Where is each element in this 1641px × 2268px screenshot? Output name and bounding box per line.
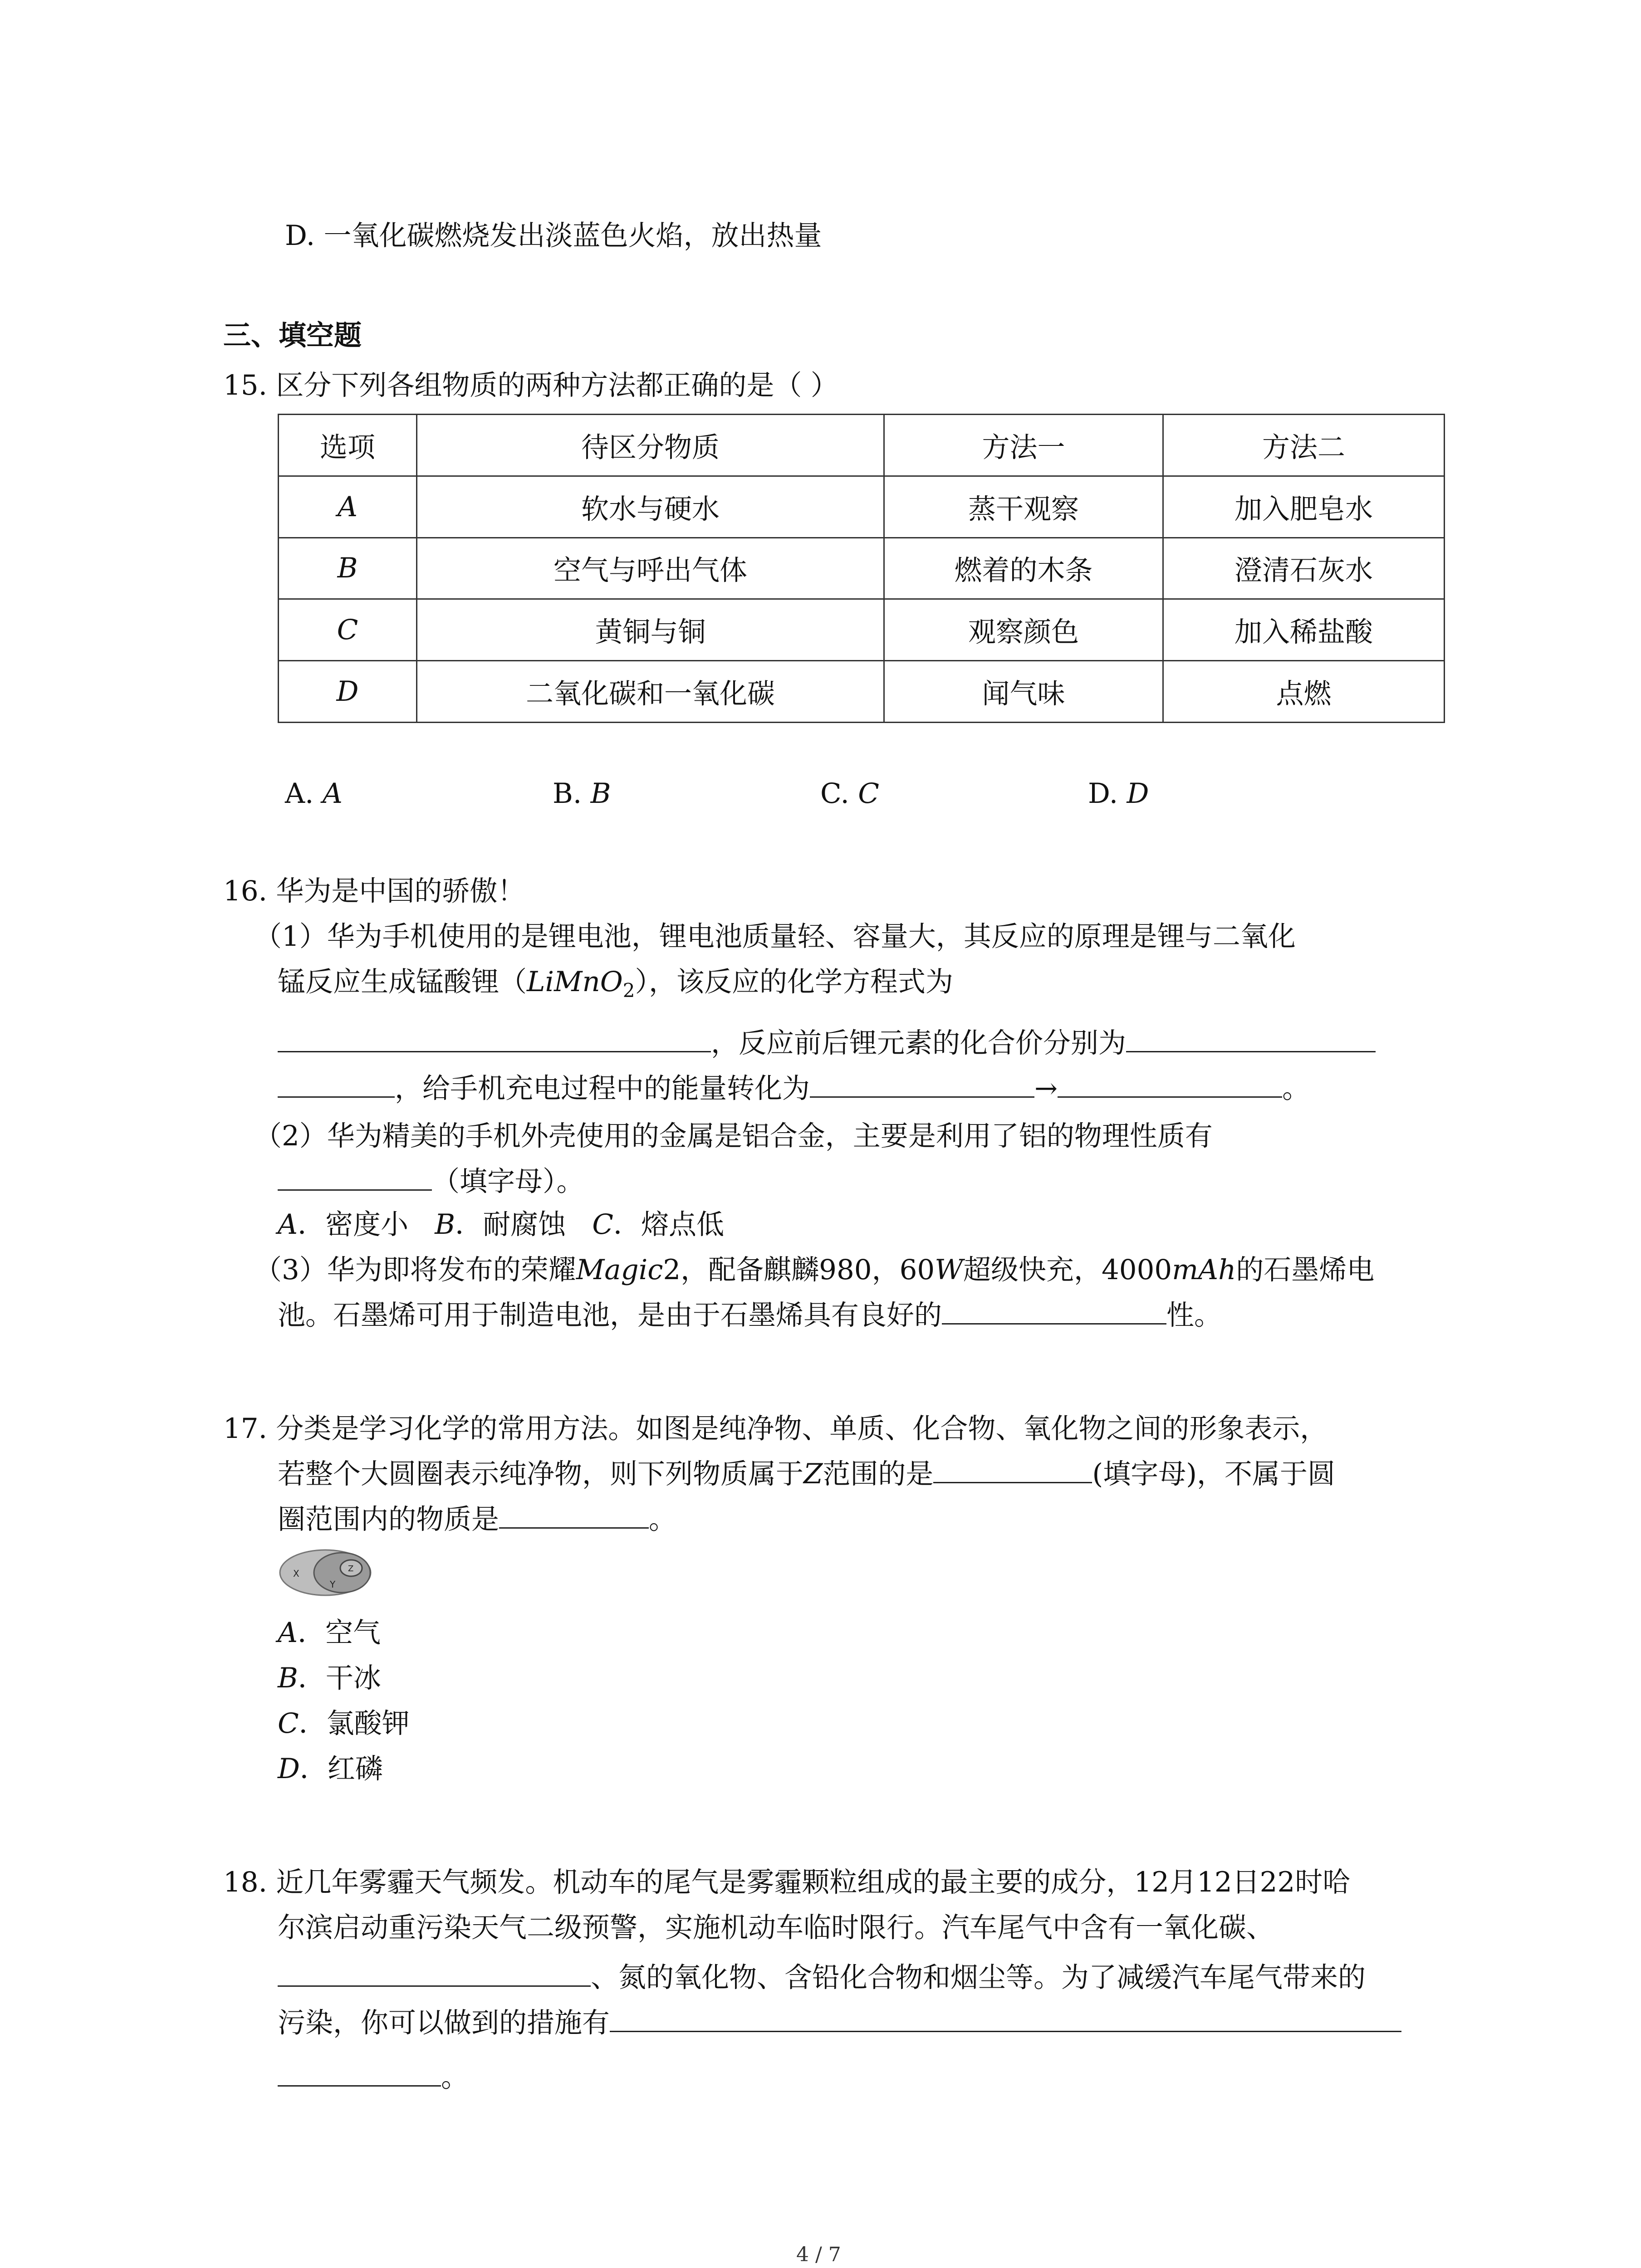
- q15-choice-b[interactable]: [553, 771, 611, 816]
- table-cell: 黄铜与铜: [417, 599, 884, 661]
- option-letter: C: [592, 1208, 613, 1241]
- text: （3）华为即将发布的荣耀: [254, 1254, 576, 1286]
- option[interactable]: [278, 1208, 408, 1241]
- formula-subscript: 2: [622, 979, 635, 1002]
- text: 2，配备麒麟980，60: [663, 1254, 935, 1286]
- q17-option-d[interactable]: [278, 1746, 383, 1792]
- choice-letter: B: [590, 777, 611, 810]
- q16-part3-line1: [254, 1247, 1374, 1293]
- answer-blank[interactable]: [278, 1051, 711, 1052]
- option-text: ．空气: [298, 1617, 381, 1649]
- choice-letter: D: [1127, 777, 1149, 810]
- text: 圈范围内的物质是: [278, 1503, 500, 1535]
- option-letter: A: [278, 1208, 298, 1241]
- q17-option-b[interactable]: [278, 1656, 381, 1701]
- q15-choice-d[interactable]: [1088, 771, 1149, 816]
- q14-option-d: D. 一氧化碳燃烧发出淡蓝色火焰，放出热量: [285, 220, 822, 252]
- page-number: 4 / 7: [796, 2243, 841, 2266]
- option-text: ．红磷: [299, 1753, 383, 1785]
- q17-line1: 17. 分类是学习化学的常用方法。如图是纯净物、单质、化合物、氧化物之间的形象表示，: [223, 1413, 1328, 1445]
- table-cell: 观察颜色: [884, 599, 1163, 661]
- table-cell: B: [279, 538, 417, 599]
- answer-blank[interactable]: [942, 1323, 1166, 1325]
- q17-option-a[interactable]: [278, 1610, 381, 1656]
- option-letter: B: [278, 1662, 298, 1694]
- table-header-cell: 方法一: [884, 415, 1163, 476]
- q15-stem: 15. 区分下列各组物质的两种方法都正确的是（ ）: [223, 369, 838, 401]
- text: 污染，你可以做到的措施有: [278, 2007, 610, 2039]
- text: （填字母）。: [432, 1165, 584, 1198]
- formula: LiMnO: [527, 966, 623, 998]
- table-row: [279, 538, 1445, 599]
- q15-table: [278, 414, 1445, 723]
- answer-blank[interactable]: [278, 1189, 432, 1191]
- text: mAh: [1172, 1254, 1236, 1286]
- classification-diagram: [278, 1547, 373, 1599]
- diagram-label-z: Z: [348, 1564, 354, 1574]
- table-header-row: [279, 415, 1445, 476]
- q16-part3-line2: [278, 1293, 1222, 1338]
- answer-blank[interactable]: [1058, 1096, 1282, 1098]
- text: 。: [1282, 1072, 1310, 1105]
- table-header-cell: 方法二: [1163, 415, 1445, 476]
- answer-blank[interactable]: [933, 1481, 1092, 1483]
- text: W: [935, 1254, 963, 1286]
- table-cell: A: [279, 476, 417, 538]
- q17-option-c[interactable]: [278, 1701, 410, 1746]
- q16-part1-line3: [278, 1021, 1376, 1066]
- option-letter: B: [435, 1208, 456, 1241]
- text: ），该反应的化学方程式为: [635, 966, 954, 998]
- text: (填字母)，不属于圆: [1092, 1458, 1336, 1490]
- table-cell: D: [279, 661, 417, 723]
- answer-blank[interactable]: [1126, 1051, 1376, 1052]
- table-cell: 二氧化碳和一氧化碳: [417, 661, 884, 723]
- choice-prefix: D.: [1088, 777, 1118, 810]
- option-text: ．氯酸钾: [299, 1707, 410, 1740]
- table-row: [279, 476, 1445, 538]
- table-cell: 空气与呼出气体: [417, 538, 884, 599]
- choice-letter: C: [858, 777, 879, 810]
- option-text: ．密度小: [298, 1208, 409, 1241]
- q15-choice-c[interactable]: [820, 771, 879, 816]
- option[interactable]: [592, 1208, 724, 1241]
- table-cell: C: [279, 599, 417, 661]
- answer-blank[interactable]: [610, 2030, 1401, 2032]
- text: Z: [803, 1458, 823, 1490]
- table-cell: 燃着的木条: [884, 538, 1163, 599]
- q16-part2-options: [278, 1202, 724, 1247]
- q15-choice-a[interactable]: [285, 771, 343, 816]
- diagram-label-y: Y: [330, 1579, 336, 1590]
- answer-blank[interactable]: [810, 1096, 1034, 1098]
- text: 若整个大圆圈表示纯净物，则下列物质属于: [278, 1458, 804, 1490]
- table-row: [279, 599, 1445, 661]
- q18-line3: [278, 1955, 1366, 2000]
- q16-part1-line4: [278, 1066, 1310, 1111]
- table-cell: 加入稀盐酸: [1163, 599, 1445, 661]
- q16-part1-line2: [278, 959, 953, 1013]
- option-letter: C: [278, 1707, 299, 1740]
- text: 、氮的氧化物、含铅化合物和烟尘等。为了减缓汽车尾气带来的: [591, 1961, 1366, 1994]
- option-text: ．耐腐蚀: [455, 1208, 566, 1241]
- text: ，反应前后锂元素的化合价分别为: [711, 1027, 1127, 1059]
- table-header-cell: 待区分物质: [417, 415, 884, 476]
- table-cell: 点燃: [1163, 661, 1445, 723]
- option[interactable]: [435, 1208, 566, 1241]
- q18-line2: 尔滨启动重污染天气二级预警，实施机动车临时限行。汽车尾气中含有一氧化碳、: [278, 1911, 1274, 1944]
- text: Magic: [576, 1254, 663, 1286]
- option-text: ．熔点低: [613, 1208, 724, 1241]
- q17-line3: [278, 1497, 676, 1542]
- text: 锰反应生成锰酸锂（: [278, 966, 527, 998]
- table-cell: 蒸干观察: [884, 476, 1163, 538]
- q16-stem: 16. 华为是中国的骄傲！: [223, 875, 525, 907]
- q18-line4: [278, 2000, 1401, 2046]
- q16-part2-line1: （2）华为精美的手机外壳使用的金属是铝合金，主要是利用了铝的物理性质有: [254, 1120, 1213, 1152]
- answer-blank[interactable]: [499, 1527, 649, 1529]
- text: 。: [649, 1503, 677, 1535]
- q18-line5: [278, 2055, 469, 2100]
- text: ，给手机充电过程中的能量转化为: [395, 1072, 810, 1105]
- table-cell: 澄清石灰水: [1163, 538, 1445, 599]
- text: 池。石墨烯可用于制造电池，是由于石墨烯具有良好的: [278, 1299, 942, 1331]
- q16-part2-line2: [278, 1159, 584, 1204]
- answer-blank[interactable]: [278, 2085, 441, 2087]
- table-cell: 软水与硬水: [417, 476, 884, 538]
- diagram-label-x: X: [293, 1568, 299, 1579]
- table-cell: 加入肥皂水: [1163, 476, 1445, 538]
- q18-line1: 18. 近几年雾霾天气频发。机动车的尾气是雾霾颗粒组成的最主要的成分，12月12日22时哈: [223, 1866, 1351, 1898]
- choice-letter: A: [322, 777, 343, 810]
- text: 。: [441, 2061, 469, 2093]
- table-row: [279, 661, 1445, 723]
- q17-line2: [278, 1452, 1335, 1497]
- choice-prefix: B.: [553, 777, 582, 810]
- table-header-cell: 选项: [279, 415, 417, 476]
- choice-prefix: A.: [285, 777, 314, 810]
- choice-prefix: C.: [820, 777, 849, 810]
- text: 超级快充，4000: [963, 1254, 1172, 1286]
- text: 性。: [1166, 1299, 1222, 1331]
- text: 的石墨烯电: [1236, 1254, 1375, 1286]
- option-letter: D: [278, 1753, 300, 1785]
- text: 范围的是: [823, 1458, 934, 1490]
- table-cell: 闻气味: [884, 661, 1163, 723]
- q16-part1-line1: （1）华为手机使用的是锂电池，锂电池质量轻、容量大，其反应的原理是锂与二氧化: [254, 920, 1296, 953]
- answer-blank[interactable]: [278, 1985, 591, 1987]
- option-text: ．干冰: [298, 1662, 381, 1694]
- arrow: →: [1034, 1072, 1058, 1105]
- option-letter: A: [278, 1617, 298, 1649]
- section-title: 三、填空题: [223, 319, 362, 352]
- answer-blank[interactable]: [278, 1096, 395, 1098]
